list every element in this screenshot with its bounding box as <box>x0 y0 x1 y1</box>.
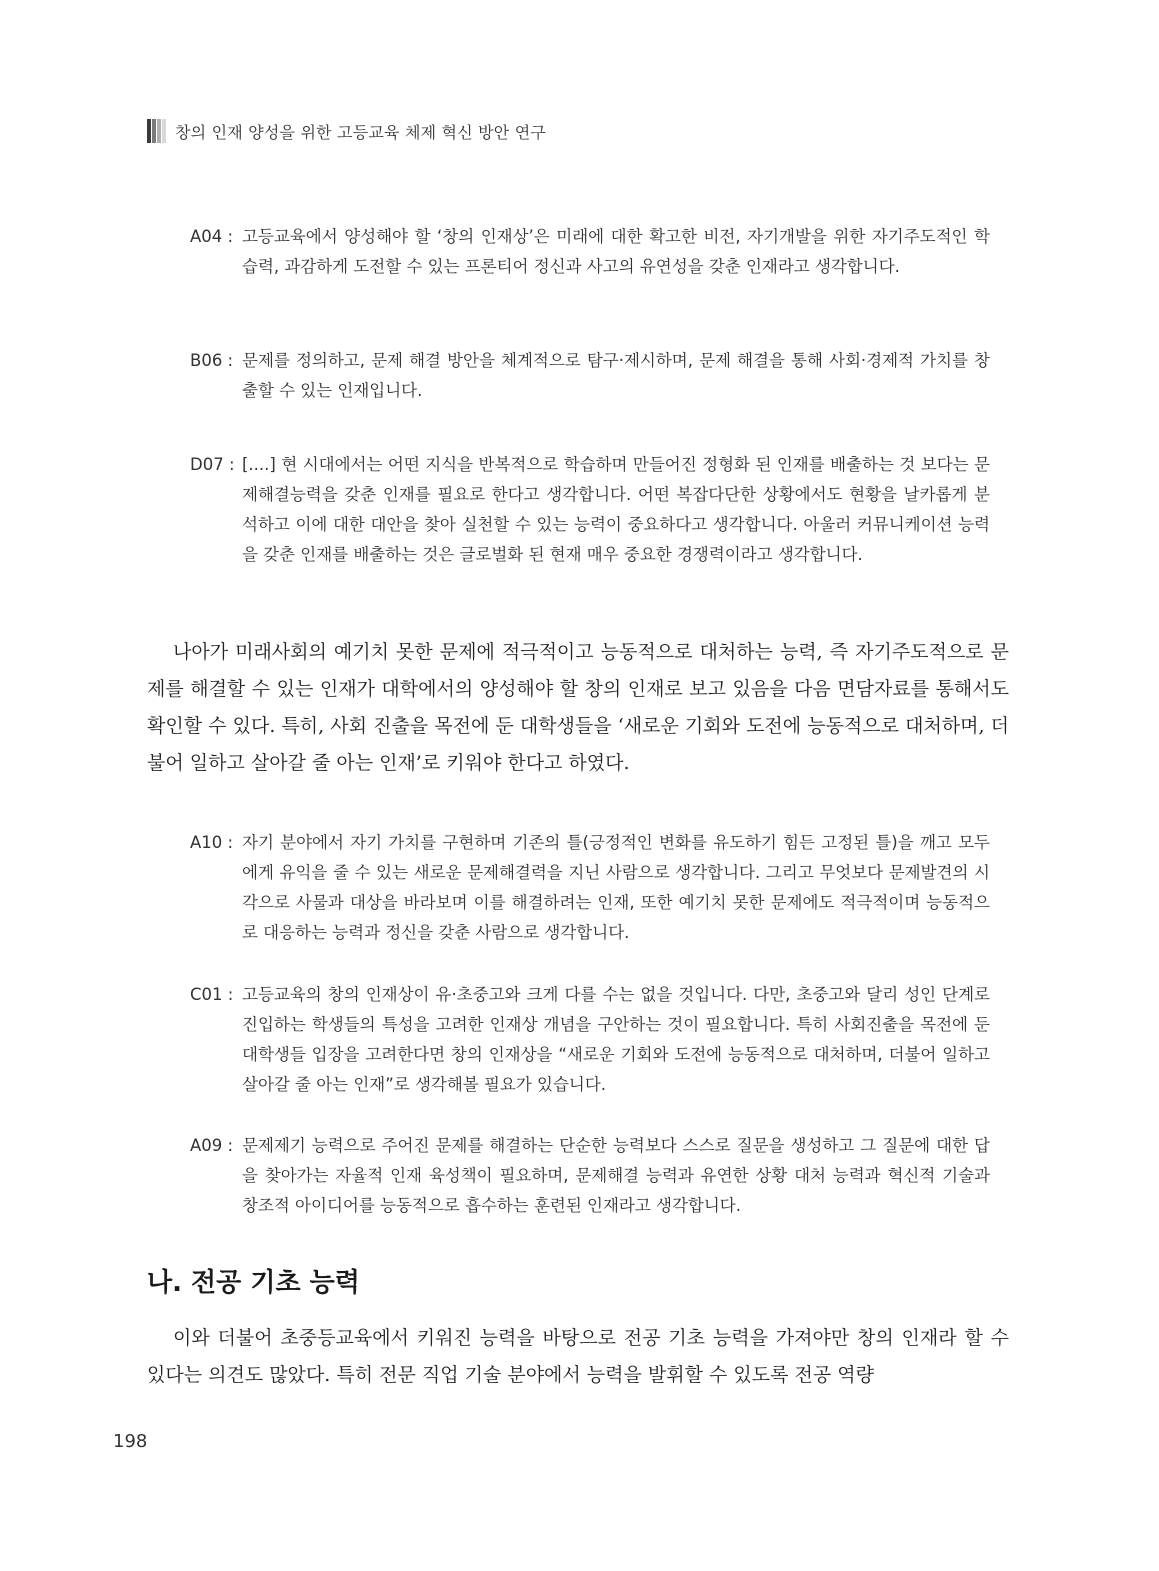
interview-quote-a04 <box>190 222 990 282</box>
section-heading: 나. 전공 기초 능력 <box>147 1268 360 1298</box>
quote-text: 고등교육의 창의 인재상이 유·초중고와 크게 다를 수는 없을 것입니다. 다만, 초중고와 달리 성인 단계로 진입하는 학생들의 특성을 고려한 인재상 개념을 구안하는 것이 필요합니다. 특히 사회진출을 목전에 둔 대학생들 입장을 고려한다면 창의 인재상을 “새로운 기회와 도전에 능동적으로 대처하며, 더불어 일하고 살아갈 줄 아는 인재”로 생각해볼 필요가 있습니다. <box>242 985 990 1094</box>
body-paragraph-1: 나아가 미래사회의 예기치 못한 문제에 적극적이고 능동적으로 대처하는 능력, 즉 자기주도적으로 문제를 해결할 수 있는 인재가 대학에서의 양성해야 할 창의 인재로 보고 있음을 다음 면담자료를 통해서도 확인할 수 있다. 특히, 사회 진출을 목전에 둔 대학생들을 ‘새로운 기회와 도전에 능동적으로 대처하며, 더불어 일하고 살아갈 줄 아는 인재’로 키워야 한다고 하였다. <box>147 641 1009 774</box>
quote-text: 고등교육에서 양성해야 할 ‘창의 인재상’은 미래에 대한 확고한 비전, 자기개발을 위한 자기주도적인 학습력, 과감하게 도전할 수 있는 프론티어 정신과 사고의 유연성을 갖춘 인재라고 생각합니다. <box>242 227 990 276</box>
interview-quote-d07 <box>190 450 990 570</box>
quote-text: 문제제기 능력으로 주어진 문제를 해결하는 단순한 능력보다 스스로 질문을 생성하고 그 질문에 대한 답을 찾아가는 자율적 인재 육성책이 필요하며, 문제해결 능력과 유연한 상황 대처 능력과 혁신적 기술과 창조적 아이디어를 능동적으로 흡수하는 훈련된 인재라고 생각합니다. <box>242 1136 990 1215</box>
header-bars-icon <box>147 119 167 143</box>
header-bar <box>147 119 151 143</box>
header-bar <box>157 119 161 143</box>
quote-code: A10 : <box>190 833 234 852</box>
interview-quote-a09 <box>190 1131 990 1221</box>
interview-quote-b06 <box>190 346 990 406</box>
interview-quote-a10 <box>190 828 990 948</box>
quote-code: C01 : <box>190 985 234 1004</box>
quote-code: A09 : <box>190 1136 234 1155</box>
quote-text: 자기 분야에서 자기 가치를 구현하며 기존의 틀(긍정적인 변화를 유도하기 힘든 고정된 틀)을 깨고 모두에게 유익을 줄 수 있는 새로운 문제해결력을 지닌 사람으로 생각합니다. 그리고 무엇보다 문제발견의 시각으로 사물과 대상을 바라보며 이를 해결하려는 인재, 또한 예기치 못한 문제에도 적극적이며 능동적으로 대응하는 능력과 정신을 갖춘 사람으로 생각합니다. <box>242 833 990 942</box>
header-title: 창의 인재 양성을 위한 고등교육 체제 혁신 방안 연구 <box>175 122 547 142</box>
quote-code: D07 : <box>190 455 235 474</box>
quote-code: B06 : <box>190 351 234 370</box>
interview-quote-c01 <box>190 980 990 1100</box>
quote-text: [....] 현 시대에서는 어떤 지식을 반복적으로 학습하며 만들어진 정형화 된 인재를 배출하는 것 보다는 문제해결능력을 갖춘 인재를 필요로 한다고 생각합니다. 어떤 복잡다단한 상황에서도 현황을 날카롭게 분석하고 이에 대한 대안을 찾아 실천할 수 있는 능력이 중요하다고 생각합니다. 아울러 커뮤니케이션 능력을 갖춘 인재를 배출하는 것은 글로벌화 된 현재 매우 중요한 경쟁력이라고 생각합니다. <box>242 455 990 564</box>
header-bar <box>162 119 166 143</box>
header-bar <box>152 119 156 143</box>
page-number: 198 <box>113 1431 148 1452</box>
quote-text: 문제를 정의하고, 문제 해결 방안을 체계적으로 탐구·제시하며, 문제 해결을 통해 사회·경제적 가치를 창출할 수 있는 인재입니다. <box>242 351 990 400</box>
body-paragraph-2: 이와 더불어 초중등교육에서 키워진 능력을 바탕으로 전공 기초 능력을 가져야만 창의 인재라 할 수 있다는 의견도 많았다. 특히 전문 직업 기술 분야에서 능력을 발휘할 수 있도록 전공 역량 <box>147 1327 1009 1386</box>
running-header <box>147 118 546 144</box>
quote-code: A04 : <box>190 227 234 246</box>
